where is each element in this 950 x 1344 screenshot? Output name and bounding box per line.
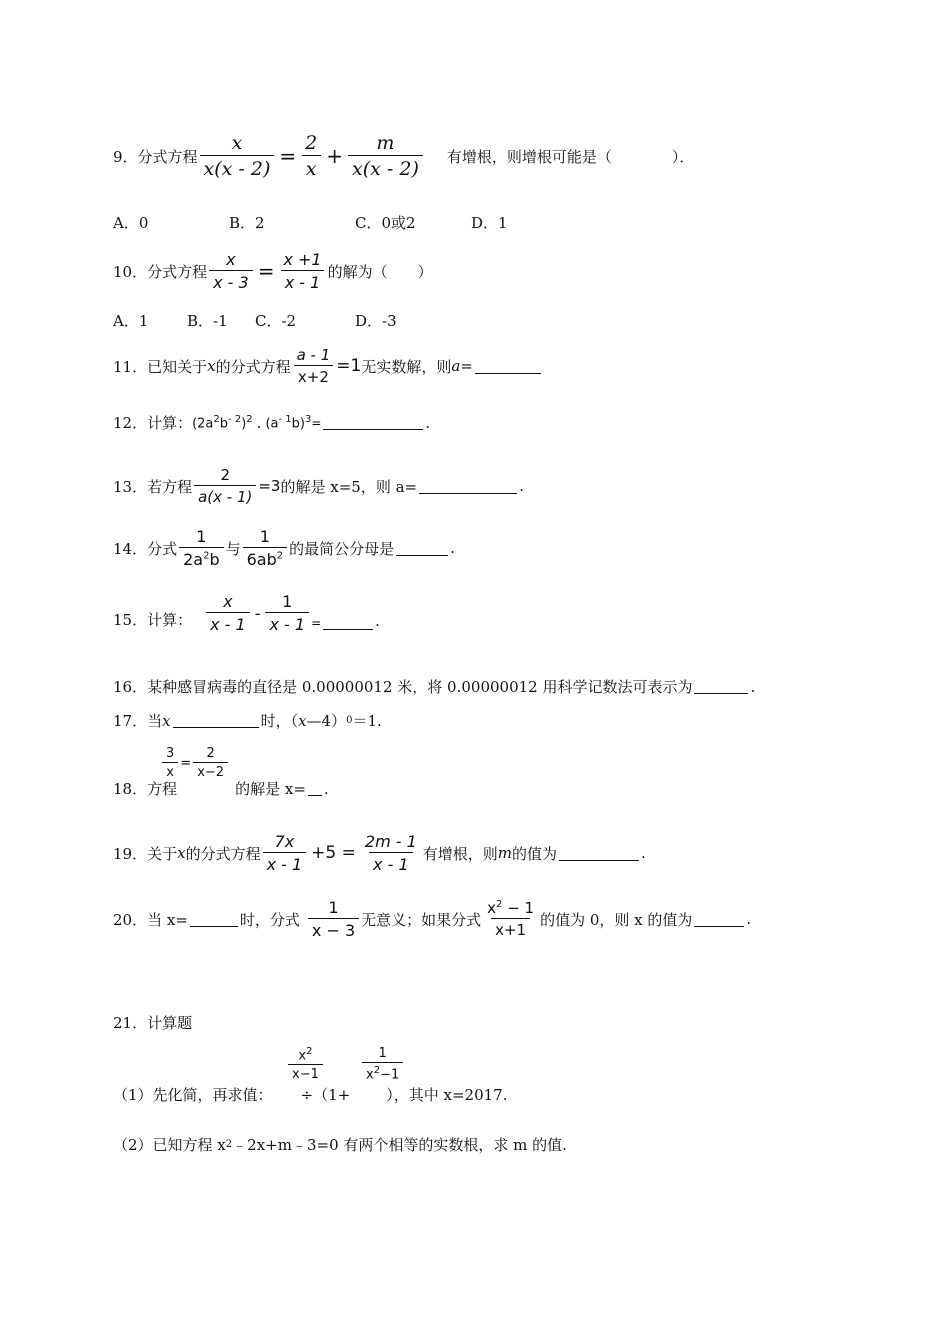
q9-tail: 有增根，则增根可能是（ ）．	[446, 147, 695, 166]
question-17: 17．当 x 时，（ x —4） 0 ＝1.	[113, 711, 382, 730]
question-12: 12．计算： $(2a^2b^{- 2})^2$ . $(a^{- 1}b)^3$ = .	[113, 413, 431, 432]
q21-part1: （1）先化简，再求值： ÷（1+ ），其中 x=2017.	[113, 1086, 508, 1104]
q11-answer-blank[interactable]	[475, 359, 541, 374]
question-18: 18．方程 的解是 x= .	[113, 779, 329, 798]
q15-fraction-1: $\frac{x}{x - 1}$	[206, 592, 250, 634]
question-11: 11．已知关于 x 的分式方程 $\frac{a - 1}{x+2}$ =1 无实数解，则 a =	[113, 346, 543, 386]
question-16: 16．某种感冒病毒的直径是 0.00000012 米，将 0.00000012 用科学记数法可表示为 .	[113, 677, 756, 696]
q12-expression-1: $(2a^2b^{- 2})^2$	[192, 413, 253, 432]
q14-fraction-2: $\frac{1}{6ab^2}$	[243, 527, 288, 569]
q10-fraction-2: $\frac{x +1}{x - 1}$	[279, 250, 325, 292]
question-13: 13．若方程 $\frac{2}{a(x - 1)}$ =3 的解是 x=5，则 a= .	[113, 466, 524, 506]
q9-option-a[interactable]: A．0	[113, 214, 149, 232]
q15-fraction-2: $\frac{1}{x - 1}$	[265, 592, 309, 634]
q19-fraction-2: $\frac{2m - 1}{x - 1}$	[364, 832, 417, 874]
question-9: 9．分式方程 $\frac{x}{x(x - 2)}$ = $\frac{2}{x}$ + $\frac{m}{x(x - 2)}$ 有增根，则增根可能是（ ）．	[113, 132, 695, 180]
q17-answer-blank[interactable]	[173, 713, 259, 728]
q10-tail: 的解为（ ）	[327, 262, 433, 281]
q10-label: 10．分式方程	[113, 262, 208, 281]
q12-answer-blank[interactable]	[323, 415, 423, 430]
q14-fraction-1: $\frac{1}{2a^2b}$	[179, 527, 224, 569]
q18-fraction-1: $\frac{3}{x}$	[162, 746, 178, 780]
q20-answer-blank-2[interactable]	[694, 912, 744, 927]
q18-fraction-2: $\frac{2}{x-2}$	[193, 746, 228, 780]
q10-option-d[interactable]: D．-3	[355, 312, 397, 330]
q9-option-d[interactable]: D．1	[471, 214, 508, 232]
q19-answer-blank[interactable]	[559, 846, 639, 861]
q10-option-c[interactable]: C．-2	[255, 312, 297, 330]
question-18-fractions: $\frac{3}{x}$ = $\frac{2}{x-2}$	[160, 746, 230, 780]
q9-fraction-2: $\frac{2}{x}$	[301, 132, 321, 180]
question-10: 10．分式方程 $\frac{x}{x - 3}$ = $\frac{x +1}{x - 1}$ 的解为（ ）	[113, 250, 433, 292]
q21-part1-fraction-1: $\frac{x^2}{x-1}$	[286, 1046, 325, 1082]
question-15: 15．计算： $\frac{x}{x - 1}$ - $\frac{1}{x - 1}$ = .	[113, 592, 380, 634]
q13-fraction: $\frac{2}{a(x - 1)}$	[194, 466, 256, 506]
q15-answer-blank[interactable]	[323, 615, 373, 630]
q9-label: 9．分式方程	[113, 147, 198, 166]
q16-answer-blank[interactable]	[694, 679, 748, 694]
q9-fraction-3: $\frac{m}{x(x - 2)}$	[348, 132, 423, 180]
q12-expression-2: $(a^{- 1}b)^3$	[265, 413, 312, 432]
q10-options	[113, 310, 397, 331]
q19-fraction-1: $\frac{7x}{x - 1}$	[263, 832, 307, 874]
q11-fraction: $\frac{a - 1}{x+2}$	[293, 346, 335, 386]
q18-answer-blank[interactable]	[308, 781, 322, 796]
question-19: 19．关于 x 的分式方程 $\frac{7x}{x - 1}$ +5 = $\frac{2m - 1}{x - 1}$ 有增根，则 m 的值为 .	[113, 832, 646, 874]
question-21-title: 21．计算题	[113, 1014, 193, 1032]
q20-answer-blank-1[interactable]	[190, 912, 238, 927]
q9-option-b[interactable]: B．2	[229, 214, 265, 232]
q10-option-b[interactable]: B．-1	[187, 312, 228, 330]
q13-answer-blank[interactable]	[419, 479, 517, 494]
question-14: 14．分式 $\frac{1}{2a^2b}$ 与 $\frac{1}{6ab^2}$ 的最简公分母是 .	[113, 527, 455, 569]
q9-fraction-1: $\frac{x}{x(x - 2)}$	[200, 132, 275, 180]
q10-fraction-1: $\frac{x}{x - 3}$	[209, 250, 253, 292]
q20-fraction-2: $\frac{x^2 - 1}{x+1}$	[487, 899, 535, 939]
q9-option-c[interactable]: C．0或2	[355, 214, 416, 232]
question-20: 20．当 x= 时，分式 $\frac{1}{x - 3}$ 无意义；如果分式 $\frac{x^2 - 1}{x+1}$ 的值为 0，则 x 的值为 .	[113, 898, 752, 940]
q10-option-a[interactable]: A．1	[113, 312, 149, 330]
q21-part2: （2）已知方程 x 2 ﹣2x+m﹣3=0 有两个相等的实数根，求 m 的值.	[113, 1136, 567, 1154]
q21-part1-fraction-2: $\frac{1}{x^2-1}$	[360, 1046, 405, 1082]
q14-answer-blank[interactable]	[396, 541, 448, 556]
q20-fraction-1: $\frac{1}{x - 3}$	[308, 898, 359, 940]
q9-options	[113, 212, 508, 233]
